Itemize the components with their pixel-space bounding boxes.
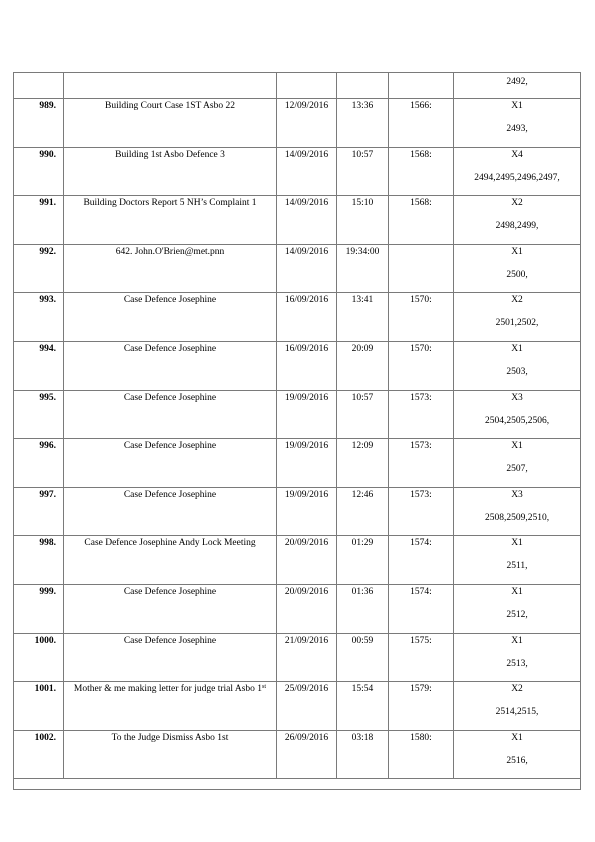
cell-reference — [389, 73, 454, 99]
description-text: Building 1st Asbo Defence 3 — [115, 149, 225, 160]
description-text: Building Court Case 1ST Asbo 22 — [105, 101, 235, 111]
row-description — [64, 244, 277, 293]
row-number: 994. — [14, 341, 64, 390]
row-pages — [454, 147, 581, 196]
row-reference: 1574: — [389, 536, 454, 585]
row-date: 14/09/2016 — [277, 196, 337, 245]
row-reference: 1573: — [389, 439, 454, 488]
page-count: X1 — [511, 343, 523, 354]
description-superscript: st — [262, 684, 267, 691]
description-text: Case Defence Josephine — [123, 441, 217, 452]
page-count: X2 — [511, 295, 523, 306]
description-text: Case Defence Josephine — [123, 392, 217, 403]
row-pages — [454, 390, 581, 439]
page-list: 2501,2502, — [495, 318, 539, 329]
table-row — [14, 633, 581, 682]
row-number: 991. — [14, 196, 64, 245]
row-description — [64, 196, 277, 245]
row-reference: 1570: — [389, 341, 454, 390]
row-time: 10:57 — [337, 390, 389, 439]
table-row — [14, 390, 581, 439]
row-reference: 1574: — [389, 584, 454, 633]
row-time: 13:36 — [337, 99, 389, 148]
description-text: Mother & me making letter for judge trial Asbo 1 — [73, 684, 263, 695]
page-list: 2508,2509,2510, — [484, 512, 550, 523]
page-list: 2494,2495,2496,2497, — [474, 172, 560, 183]
cell-date — [277, 73, 337, 99]
page-count: X4 — [511, 149, 523, 160]
row-pages — [454, 439, 581, 488]
row-pages — [454, 730, 581, 779]
row-reference: 1575: — [389, 633, 454, 682]
row-time: 12:09 — [337, 439, 389, 488]
row-number: 989. — [14, 99, 64, 148]
row-time: 19:34:00 — [337, 244, 389, 293]
description-text: Case Defence Josephine — [123, 295, 217, 306]
row-number: 1002. — [14, 730, 64, 779]
page-list: 2503, — [506, 366, 528, 377]
page-count: X1 — [511, 101, 523, 111]
table-row — [14, 439, 581, 488]
table-row — [14, 293, 581, 342]
row-time: 15:10 — [337, 196, 389, 245]
page-count: X1 — [511, 538, 523, 549]
page-list: 2511, — [506, 561, 528, 572]
page-count: X1 — [511, 635, 523, 646]
row-reference: 1579: — [389, 682, 454, 731]
document-table — [13, 72, 581, 790]
row-pages — [454, 293, 581, 342]
row-number: 997. — [14, 487, 64, 536]
row-pages — [454, 487, 581, 536]
row-pages — [454, 584, 581, 633]
row-time: 20:09 — [337, 341, 389, 390]
row-reference: 1568: — [389, 196, 454, 245]
row-description — [64, 633, 277, 682]
page-count: X1 — [511, 586, 523, 597]
row-number: 998. — [14, 536, 64, 585]
row-description — [64, 439, 277, 488]
row-description — [64, 390, 277, 439]
row-description — [64, 682, 277, 731]
cell-pages — [454, 73, 581, 99]
row-date: 19/09/2016 — [277, 439, 337, 488]
row-pages — [454, 196, 581, 245]
table-row — [14, 682, 581, 731]
row-number: 1000. — [14, 633, 64, 682]
row-date: 21/09/2016 — [277, 633, 337, 682]
description-text: Case Defence Josephine — [123, 489, 217, 500]
row-date: 19/09/2016 — [277, 390, 337, 439]
row-reference: 1580: — [389, 730, 454, 779]
table-row — [14, 487, 581, 536]
row-pages — [454, 99, 581, 148]
table-row — [14, 730, 581, 779]
page-count: X1 — [511, 441, 523, 452]
row-date: 26/09/2016 — [277, 730, 337, 779]
row-date: 20/09/2016 — [277, 536, 337, 585]
blank-cell — [14, 779, 581, 790]
page-count: X3 — [511, 489, 523, 500]
row-description — [64, 341, 277, 390]
table-row-blank — [14, 779, 581, 790]
page-count: X1 — [511, 246, 523, 257]
row-number: 990. — [14, 147, 64, 196]
row-reference: 1573: — [389, 487, 454, 536]
page-list: 2493, — [506, 124, 528, 134]
description-text: Case Defence Josephine — [123, 635, 217, 646]
row-description — [64, 293, 277, 342]
row-time: 15:54 — [337, 682, 389, 731]
description-text: 642. John.O'Brien@met.pnn — [115, 246, 225, 257]
row-description — [64, 487, 277, 536]
row-number: 996. — [14, 439, 64, 488]
description-text: To the Judge Dismiss Asbo 1st — [111, 732, 229, 743]
cell-number — [14, 73, 64, 99]
page-count: X2 — [511, 198, 523, 209]
row-reference: 1568: — [389, 147, 454, 196]
cell-time — [337, 73, 389, 99]
row-description — [64, 147, 277, 196]
row-reference — [389, 244, 454, 293]
page-list: 2500, — [506, 269, 528, 280]
description-text: Building Doctors Report 5 NH’s Complaint 1 — [83, 198, 257, 209]
row-reference: 1570: — [389, 293, 454, 342]
row-date: 14/09/2016 — [277, 244, 337, 293]
description-text: Case Defence Josephine — [123, 343, 217, 354]
row-time: 13:41 — [337, 293, 389, 342]
table-row — [14, 99, 581, 148]
row-description — [64, 99, 277, 148]
row-reference: 1573: — [389, 390, 454, 439]
page-count: X1 — [511, 732, 523, 743]
row-date: 19/09/2016 — [277, 487, 337, 536]
row-time: 01:36 — [337, 584, 389, 633]
row-date: 14/09/2016 — [277, 147, 337, 196]
description-text: Case Defence Josephine — [123, 586, 217, 597]
row-pages — [454, 633, 581, 682]
row-pages — [454, 536, 581, 585]
row-pages — [454, 244, 581, 293]
row-description — [64, 730, 277, 779]
row-time: 12:46 — [337, 487, 389, 536]
row-date: 25/09/2016 — [277, 682, 337, 731]
row-date: 12/09/2016 — [277, 99, 337, 148]
row-number: 995. — [14, 390, 64, 439]
table-row — [14, 244, 581, 293]
table-row-continued — [14, 73, 581, 99]
description-text: Case Defence Josephine Andy Lock Meeting — [84, 538, 256, 549]
page-list: 2492, — [506, 77, 528, 87]
row-time: 00:59 — [337, 633, 389, 682]
row-number: 999. — [14, 584, 64, 633]
page-list: 2507, — [506, 464, 528, 475]
row-number: 993. — [14, 293, 64, 342]
page-list: 2516, — [506, 755, 528, 766]
row-pages — [454, 682, 581, 731]
row-time: 10:57 — [337, 147, 389, 196]
table-row — [14, 341, 581, 390]
row-number: 992. — [14, 244, 64, 293]
row-description — [64, 536, 277, 585]
page-list: 2513, — [506, 658, 528, 669]
page-count: X3 — [511, 392, 523, 403]
row-date: 16/09/2016 — [277, 293, 337, 342]
page-list: 2512, — [506, 609, 528, 620]
row-date: 20/09/2016 — [277, 584, 337, 633]
page-list: 2498,2499, — [495, 221, 539, 232]
table-row — [14, 536, 581, 585]
page-list: 2514,2515, — [495, 707, 539, 718]
table-row — [14, 196, 581, 245]
page-list: 2504,2505,2506, — [484, 415, 550, 426]
row-pages — [454, 341, 581, 390]
table-row — [14, 584, 581, 633]
row-time: 01:29 — [337, 536, 389, 585]
row-date: 16/09/2016 — [277, 341, 337, 390]
page-count: X2 — [511, 684, 523, 695]
row-description — [64, 584, 277, 633]
row-reference: 1566: — [389, 99, 454, 148]
row-number: 1001. — [14, 682, 64, 731]
row-time: 03:18 — [337, 730, 389, 779]
table-row — [14, 147, 581, 196]
cell-description — [64, 73, 277, 99]
